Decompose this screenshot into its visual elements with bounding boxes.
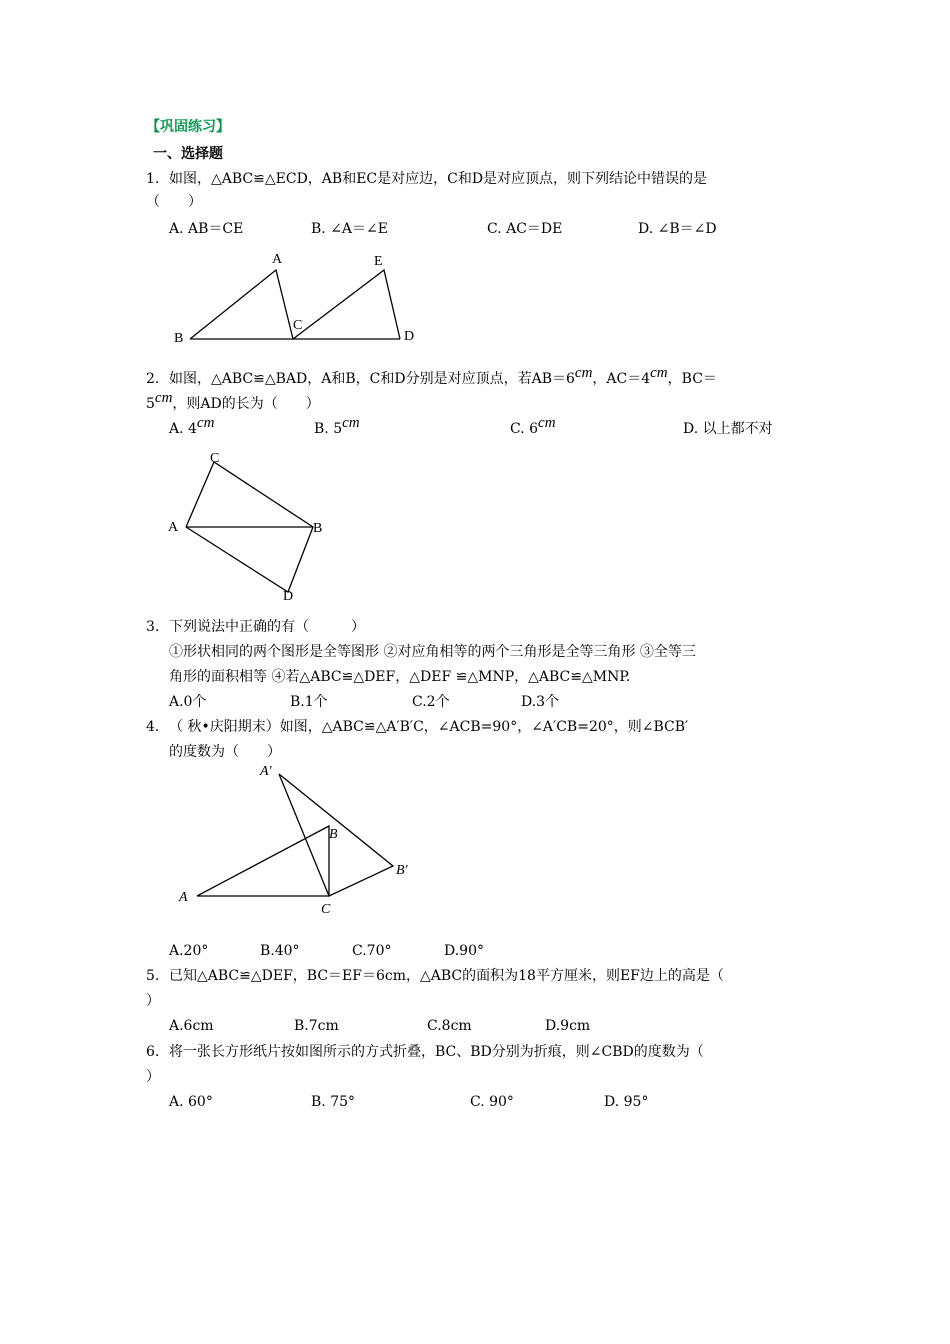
cm-unit: cm — [574, 365, 593, 381]
question-number: 4. — [146, 719, 160, 735]
question-number: 1. — [146, 171, 160, 187]
cm-unit: cm — [196, 415, 215, 431]
option-c: C. AC＝DE — [487, 221, 563, 237]
cm-unit: cm — [154, 390, 173, 406]
option-d: D.90° — [444, 943, 484, 959]
option-a: A.20° — [169, 943, 209, 959]
stem-part: 如图，△ABC≌△BAD，A和B，C和D分别是对应顶点，若AB＝6 — [169, 371, 575, 387]
option-b: B. 75° — [311, 1094, 356, 1110]
vertex-label-e: E — [374, 254, 383, 269]
question-number: 6. — [146, 1044, 160, 1060]
question-stem: 将一张长方形纸片按如图所示的方式折叠，BC、BD分别为折痕，则∠CBD的度数为（ — [169, 1044, 704, 1060]
option-a: A.6cm — [169, 1018, 214, 1034]
vertex-label-a: A — [168, 520, 179, 535]
vertex-label-b: B — [329, 827, 338, 842]
option-c: C.8cm — [427, 1018, 472, 1034]
question-stem: 已知△ABC≌△DEF，BC＝EF＝6cm，△ABC的面积为18平方厘米，则EF边上的高是（ — [169, 968, 724, 984]
question-stem: 下列说法中正确的有（ ） — [169, 619, 365, 635]
cm-unit: cm — [538, 415, 556, 431]
vertex-label-d: D — [404, 329, 415, 344]
question-stem-line2: 的度数为（ ） — [169, 744, 281, 760]
option-text: C. 6 — [510, 421, 539, 437]
option-d: D. ∠B＝∠D — [638, 221, 717, 237]
question-stem-line2: ） — [146, 993, 160, 1009]
option-b: B.7cm — [294, 1018, 339, 1034]
option-text: A. 4 — [169, 421, 197, 437]
part-title: 一、选择题 — [153, 146, 223, 162]
statement-line: ①形状相同的两个图形是全等图形 ②对应角相等的两个三角形是全等三角形 ③全等三 — [169, 644, 696, 660]
vertex-label-b-prime: B′ — [396, 863, 408, 878]
stem-part: ，则AD的长为（ ） — [172, 396, 320, 412]
question-number: 3. — [146, 619, 160, 635]
option-c: C.70° — [352, 943, 392, 959]
option-d: D.3个 — [521, 694, 560, 710]
vertex-label-b: B — [174, 331, 184, 346]
vertex-label-c: C — [293, 318, 303, 333]
option-c: C. 90° — [470, 1094, 514, 1110]
option-d: D.9cm — [545, 1018, 591, 1034]
option-a: A. AB＝CE — [169, 221, 244, 237]
cm-unit: cm — [342, 415, 360, 431]
vertex-label-a: A — [272, 252, 283, 267]
vertex-label-b: B — [313, 521, 323, 536]
stem-part: 5 — [146, 396, 155, 412]
vertex-label-d: D — [283, 589, 294, 604]
vertex-label-c: C — [321, 902, 331, 917]
option-b: B.40° — [260, 943, 300, 959]
question-stem: （ 秋•庆阳期末）如图，△ABC≌△A′B′C，∠ACB=90°，∠A′CB=20°，则∠BCB′ — [169, 719, 689, 735]
statement-line: 角形的面积相等 ④若△ABC≌△DEF，△DEF ≌△MNP，△ABC≌△MNP. — [169, 669, 631, 685]
question-stem: 如图，△ABC≌△ECD，AB和EC是对应边，C和D是对应顶点，则下列结论中错误的是 — [169, 171, 708, 187]
option-c: C.2个 — [412, 694, 450, 710]
stem-part: ，BC＝ — [667, 371, 717, 387]
vertex-label-c: C — [210, 451, 220, 466]
vertex-label-a: A — [179, 890, 188, 905]
section-title: 【巩固练习】 — [146, 119, 230, 135]
vertex-label-a-prime: A′ — [260, 764, 272, 779]
question-number: 2. — [146, 371, 160, 387]
cm-unit: cm — [650, 365, 668, 381]
option-a: A.0个 — [169, 694, 207, 710]
question-stem-line2: ） — [146, 1069, 160, 1085]
option-a: A. 60° — [169, 1094, 213, 1110]
question-number: 5. — [146, 968, 160, 984]
option-d: D. 95° — [604, 1094, 649, 1110]
option-b: B.1个 — [290, 694, 328, 710]
option-d: D. 以上都不对 — [683, 421, 773, 437]
answer-paren: （ ） — [146, 194, 202, 210]
stem-part: ，AC＝4 — [592, 371, 651, 387]
option-text: B. 5 — [314, 421, 343, 437]
option-b: B. ∠A＝∠E — [311, 221, 388, 237]
